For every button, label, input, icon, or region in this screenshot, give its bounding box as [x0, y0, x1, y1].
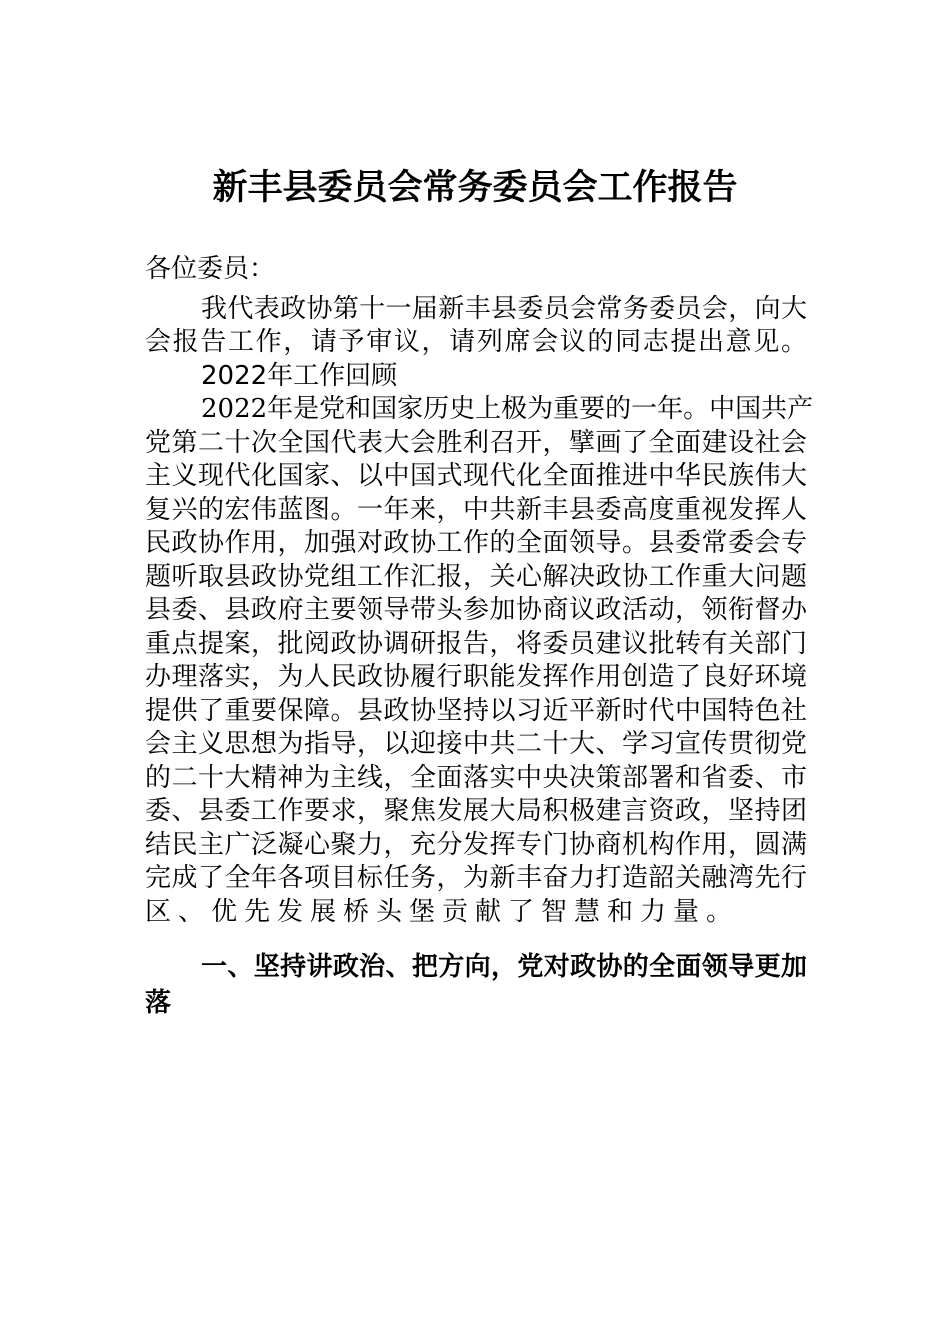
- intro-line: 会报告工作，请予审议，请列席会议的同志提出意见。: [145, 327, 807, 357]
- review-line: 委、县委工作要求，聚焦发展大局积极建言资政，坚持团: [145, 796, 807, 826]
- review-line: 的二十大精神为主线，全面落实中央决策部署和省委、市: [145, 762, 807, 793]
- review-line: 完成了全年各项目标任务，为新丰奋力打造韶关融湾先行: [145, 863, 807, 893]
- review-line: 题听取县政协党组工作汇报，关心解决政协工作重大问题: [145, 561, 807, 592]
- salutation: 各位委员：: [145, 254, 276, 284]
- review-line: 重点提案，批阅政协调研报告，将委员建议批转有关部门: [145, 628, 807, 659]
- review-line: 区、优先发展桥头堡贡献了智慧和力量。: [145, 896, 740, 927]
- section-heading: 2022年工作回顾: [201, 360, 398, 391]
- review-line: 民政协作用，加强对政协工作的全面领导。县委常委会专: [145, 528, 807, 558]
- review-line: 会主义思想为指导，以迎接中共二十大、学习宣传贯彻党: [145, 729, 807, 759]
- review-line: 县委、县政府主要领导带头参加协商议政活动，领衔督办: [145, 595, 807, 625]
- review-line: 2022年是党和国家历史上极为重要的一年。中国共产: [201, 394, 814, 424]
- review-line: 主义现代化国家、以中国式现代化全面推进中华民族伟大: [145, 461, 807, 491]
- document-title: 新丰县委员会常务委员会工作报告: [212, 167, 738, 208]
- review-line: 办理落实，为人民政协履行职能发挥作用创造了良好环境: [145, 662, 807, 692]
- review-line: 提供了重要保障。县政协坚持以习近平新时代中国特色社: [145, 695, 807, 726]
- review-line: 复兴的宏伟蓝图。一年来，中共新丰县委高度重视发挥人: [145, 494, 807, 525]
- review-line: 结民主广泛凝心聚力，充分发挥专门协商机构作用，圆满: [145, 829, 807, 860]
- document-body: [145, 253, 814, 1020]
- heading-one-line: 落: [145, 987, 172, 1018]
- intro-line: 我代表政协第十一届新丰县委员会常务委员会，向大: [201, 293, 807, 324]
- heading-one-line: 一、坚持讲政治、把方向，党对政协的全面领导更加: [201, 952, 807, 982]
- review-line: 党第二十次全国代表大会胜利召开，擘画了全面建设社会: [145, 427, 807, 458]
